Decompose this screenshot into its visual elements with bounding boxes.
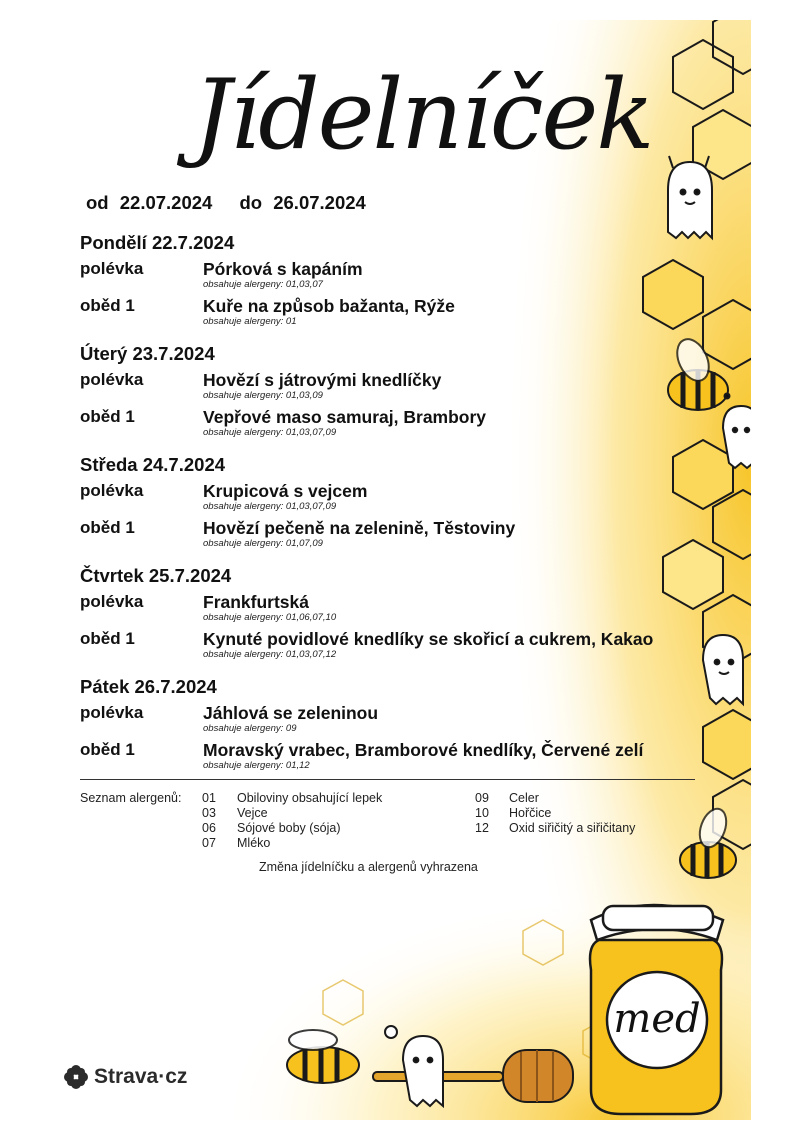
allergen-code: 03 — [202, 806, 216, 820]
meal-dish: Hovězí pečeně na zelenině, Těstoviny — [203, 518, 516, 538]
meal-label: polévka — [80, 481, 144, 500]
meal-dish: Kuře na způsob bažanta, Rýže — [203, 296, 455, 316]
date-to: 26.07.2024 — [273, 192, 366, 213]
meal-label: polévka — [80, 592, 144, 611]
meal-row — [80, 407, 700, 444]
meal-dish: Kynuté povidlové knedlíky se skořicí a cukrem, Kakao — [203, 629, 654, 649]
day-section — [80, 675, 700, 777]
date-from: 22.07.2024 — [119, 192, 213, 213]
meal-row — [80, 370, 700, 407]
allergen-name: Oxid siřičitý a siřičitany — [509, 821, 636, 835]
meal-allergens: obsahuje alergeny: 01,03,07,09 — [203, 501, 337, 512]
meal-allergens: obsahuje alergeny: 01,03,09 — [203, 390, 323, 401]
day-name: Pátek 26.7.2024 — [80, 676, 217, 697]
allergen-code: 12 — [475, 821, 489, 835]
ghost-character-icon — [703, 635, 743, 704]
meal-allergens: obsahuje alergeny: 01,07,09 — [203, 538, 323, 549]
strava-logo — [63, 1063, 187, 1091]
meal-label: polévka — [80, 370, 144, 389]
meal-label: oběd 1 — [80, 629, 135, 648]
day-name: Pondělí 22.7.2024 — [80, 232, 235, 253]
allergen-name: Sójové boby (sója) — [237, 821, 341, 835]
allergen-code: 01 — [202, 791, 216, 805]
ghost-character-icon — [668, 156, 712, 238]
meal-dish: Vepřové maso samuraj, Brambory — [203, 407, 487, 427]
divider — [80, 779, 695, 780]
date-from-label: od — [86, 192, 109, 213]
day-name: Středa 24.7.2024 — [80, 454, 226, 475]
allergen-name: Celer — [509, 791, 539, 805]
allergen-name: Hořčice — [509, 806, 552, 820]
meal-allergens: obsahuje alergeny: 01,06,07,10 — [203, 612, 337, 623]
meal-row — [80, 629, 700, 666]
meal-dish: Frankfurtská — [203, 592, 310, 612]
meal-allergens: obsahuje alergeny: 01 — [203, 316, 297, 327]
menu-page — [43, 20, 751, 1120]
meal-allergens: obsahuje alergeny: 01,03,07 — [203, 279, 323, 290]
meal-label: oběd 1 — [80, 296, 135, 315]
meal-dish: Krupicová s vejcem — [203, 481, 368, 501]
day-section — [80, 342, 700, 444]
allergen-name: Obiloviny obsahující lepek — [237, 791, 383, 805]
day-section — [80, 453, 700, 555]
meal-allergens: obsahuje alergeny: 09 — [203, 723, 297, 734]
disclaimer-note: Změna jídelníčku a alergenů vyhrazena — [259, 860, 478, 874]
date-range — [86, 192, 372, 214]
page-title: Jídelníček — [193, 59, 653, 171]
meal-row — [80, 703, 700, 740]
jar-label: med — [613, 996, 701, 1042]
meal-allergens: obsahuje alergeny: 01,03,07,09 — [203, 427, 337, 438]
day-name: Čtvrtek 25.7.2024 — [80, 565, 232, 586]
allergen-code: 07 — [202, 836, 216, 850]
allergen-code: 06 — [202, 821, 216, 835]
meal-row — [80, 296, 700, 333]
meal-dish: Moravský vrabec, Bramborové knedlíky, Červené zelí — [203, 740, 644, 760]
date-to-label: do — [239, 192, 263, 213]
meal-allergens: obsahuje alergeny: 01,12 — [203, 760, 310, 771]
meal-row — [80, 592, 700, 629]
meal-label: oběd 1 — [80, 740, 135, 759]
meal-dish: Pórková s kapáním — [203, 259, 363, 279]
day-section — [80, 231, 700, 333]
meal-allergens: obsahuje alergeny: 01,03,07,12 — [203, 649, 337, 660]
allergen-legend-heading: Seznam alergenů: — [80, 791, 182, 805]
allergen-code: 10 — [475, 806, 489, 820]
meal-label: polévka — [80, 703, 144, 722]
meal-label: oběd 1 — [80, 407, 135, 426]
allergen-name: Mléko — [237, 836, 271, 850]
logo-text: Strava·cz — [94, 1065, 188, 1088]
meal-label: oběd 1 — [80, 518, 135, 537]
meal-row — [80, 740, 700, 777]
meal-label: polévka — [80, 259, 144, 278]
meal-dish: Jáhlová se zeleninou — [203, 703, 379, 723]
allergen-code: 09 — [475, 791, 489, 805]
day-name: Úterý 23.7.2024 — [80, 343, 215, 364]
day-section — [80, 564, 700, 666]
meal-row — [80, 259, 700, 296]
allergen-name: Vejce — [237, 806, 268, 820]
meal-row — [80, 481, 700, 518]
clover-icon — [63, 1064, 89, 1090]
meal-row — [80, 518, 700, 555]
meal-dish: Hovězí s játrovými knedlíčky — [203, 370, 442, 390]
